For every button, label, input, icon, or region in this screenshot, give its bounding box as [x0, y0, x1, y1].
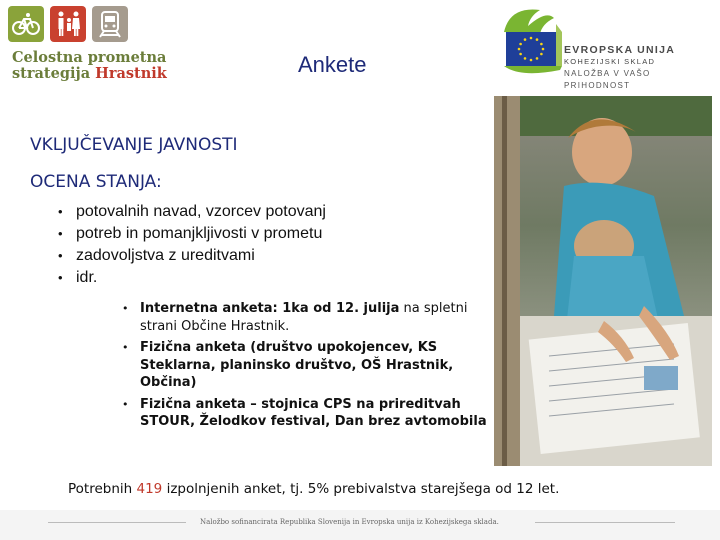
survey-item-rest: na spletni strani Občine Hrastnik.: [140, 301, 468, 334]
cofinancing-note: Naložbo sofinancirata Republika Slovenija in Evropska unija iz Kohezijskega sklada.: [200, 518, 499, 526]
survey-item: • Internetna anketa: 1ka od 12. julija na spletni strani Občine Hrastnik.: [122, 301, 468, 334]
logo-icons: [8, 6, 128, 42]
logo-line2: strategija Hrastnik: [12, 65, 167, 82]
survey-list: [118, 300, 498, 435]
list-item: • idr.: [58, 267, 326, 289]
bicycle-icon: [8, 6, 44, 42]
footer-rule-right: [535, 522, 675, 523]
logo-text: [12, 50, 167, 82]
survey-item: • Fizična anketa (društvo upokojencev, KS Steklarna, planinsko društvo, OŠ Hrastnik, Občina): [122, 340, 454, 390]
list-item: • zadovoljstva z ureditvami: [58, 245, 326, 267]
train-icon: [92, 6, 128, 42]
survey-item-bold: Fizična anketa (društvo upokojencev, KS Steklarna, planinsko društvo, OŠ Hrastnik, Občina): [140, 340, 454, 390]
heading-status-assessment: OCENA STANJA:: [30, 172, 162, 192]
list-item: • potreb in pomanjkljivosti v prometu: [58, 223, 326, 245]
list-item: • potovalnih navad, vzorcev potovanj: [58, 201, 326, 223]
eu-line2: KOHEZIJSKI SKLAD: [564, 57, 656, 66]
survey-item: • Fizična anketa – stojnica CPS na prireditvah STOUR, Želodkov festival, Dan brez avtomobila: [122, 396, 487, 429]
pedestrians-icon: [50, 6, 86, 42]
eu-line1: EVROPSKA UNIJA: [564, 44, 676, 56]
survey-item-bold: Internetna anketa: 1ka od 12. julija: [140, 301, 400, 316]
heading-public-involvement: VKLJUČEVANJE JAVNOSTI: [30, 135, 238, 155]
survey-item-bold: Fizična anketa – stojnica CPS na prireditvah STOUR, Želodkov festival, Dan brez avtomobila: [140, 396, 487, 429]
eu-line3: NALOŽBA V VAŠO PRIHODNOST: [564, 69, 651, 90]
page-title: Ankete: [298, 52, 367, 77]
logo-line1: Celostna prometna: [12, 49, 167, 66]
footer-rule-left: [48, 522, 186, 523]
summary-line: Potrebnih 419 izpolnjenih anket, tj. 5% prebivalstva starejšega od 12 let.: [68, 481, 560, 497]
assessment-list: [58, 201, 326, 289]
required-count: 419: [136, 481, 163, 497]
survey-photo: [494, 96, 712, 466]
eu-text: [564, 44, 720, 92]
